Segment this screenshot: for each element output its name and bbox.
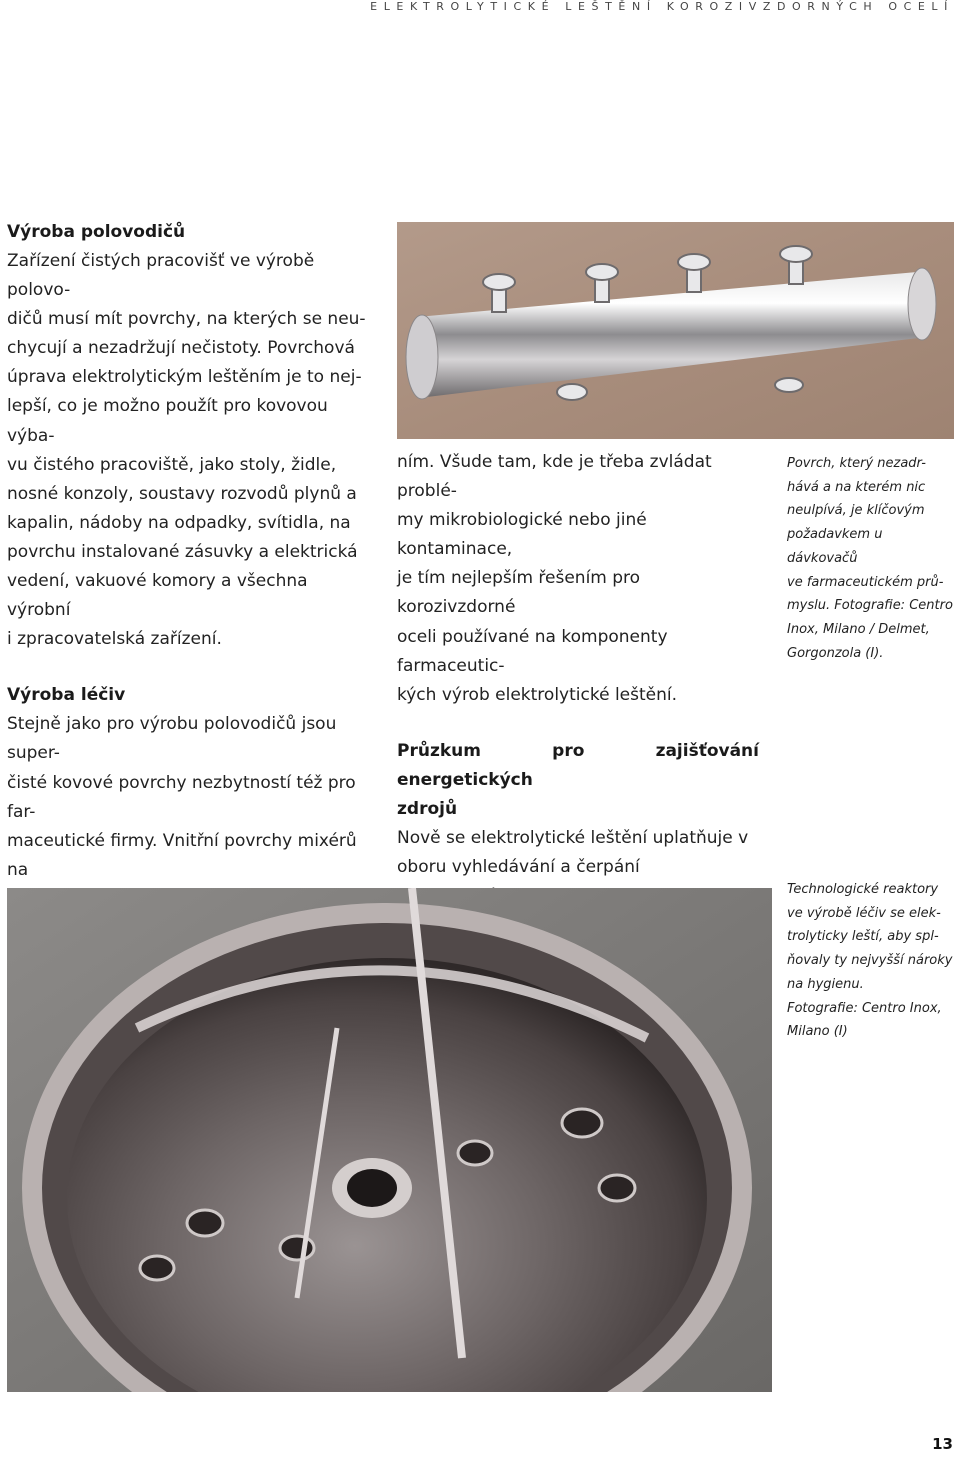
paragraph-pharma-continued [397, 448, 759, 710]
text-line: je tím nejlepším řešením pro korozivzdorné [397, 568, 641, 618]
text-line: Nově se elektrolytické leštění uplatňuje v [397, 827, 749, 848]
caption-line: ňovaly ty nejvyšší nároky [787, 953, 953, 969]
text-line: vedení, vakuové komory a všechna výrobní [7, 571, 308, 621]
text-line: dičů musí mít povrchy, na kterých se neu- [7, 309, 366, 330]
text-line: maceutické firmy. Vnitřní povrchy mixérů na [7, 830, 357, 880]
caption-line: trolyticky leští, aby spl- [787, 929, 939, 945]
heading-energy [397, 737, 759, 824]
text-line: chycují a nezadržují nečistoty. Povrchová [7, 338, 355, 359]
text-line: nosné konzoly, soustavy rozvodů plynů a [7, 483, 357, 504]
caption-line: Fotografie: Centro Inox, [787, 1000, 942, 1016]
page-number: 13 [932, 1435, 953, 1453]
text-line: kapalin, nádoby na odpadky, svítidla, na [7, 512, 351, 533]
caption-line: Technologické reaktory [787, 882, 939, 897]
text-line: i zpracovatelská zařízení. [7, 629, 222, 650]
running-header: ELEKTROLYTICKÉ LEŠTĚNÍ KOROZIVZDORNÝCH OCELÍ [370, 0, 954, 13]
text-line: Zařízení čistých pracovišť ve výrobě polovo- [7, 251, 315, 301]
photo-reactor [7, 888, 772, 1392]
text-line: povrchu instalované zásuvky a elektrická [7, 541, 358, 562]
caption-line: Milano (I) [787, 1024, 848, 1040]
text-line: kých výrob elektrolytické leštění. [397, 684, 678, 705]
caption-line: Povrch, který nezadr- [787, 456, 926, 471]
text-line: lepší, co je možno použít pro kovovou výba- [7, 396, 328, 446]
heading-pharma: Výroba léčiv [7, 685, 126, 706]
caption-line: Inox, Milano / Delmet, [787, 621, 930, 637]
caption-line: ve výrobě léčiv se elek- [787, 905, 941, 921]
caption-manifold [787, 452, 957, 665]
text-line: ním. Všude tam, kde je třeba zvládat problé- [397, 452, 712, 502]
caption-line: myslu. Fotografie: Centro [787, 598, 953, 614]
caption-line: hává a na kterém nic [787, 479, 926, 495]
caption-line: neulpívá, je klíčovým [787, 503, 925, 519]
text-line: oceli používané na komponenty farmaceutic- [397, 626, 668, 676]
photo-manifold [397, 222, 954, 439]
heading-line: zdrojů [397, 798, 458, 819]
text-line: úprava elektrolytickým leštěním je to nej- [7, 367, 362, 388]
text-line: vu čistého pracoviště, jako stoly, židle, [7, 454, 337, 475]
text-line: my mikrobiologické nebo jiné kontaminace, [397, 510, 647, 560]
caption-line: ve farmaceutickém prů- [787, 574, 944, 590]
text-line: oboru vyhledávání a čerpání [397, 856, 640, 877]
text-line: čisté kovové povrchy nezbytností též pro far- [7, 772, 356, 822]
caption-line: Gorgonzola (I). [787, 645, 884, 661]
caption-line: na hygienu. [787, 976, 864, 992]
spacer [7, 654, 369, 681]
spacer [397, 710, 759, 737]
heading-semiconductors: Výroba polovodičů [7, 222, 186, 242]
heading-line: Průzkum pro zajišťování energetických [397, 740, 759, 790]
paragraph-semiconductors [7, 247, 369, 654]
text-line: Stejně jako pro výrobu polovodičů jsou super- [7, 714, 337, 764]
caption-line: požadavkem u dávkovačů [787, 527, 883, 566]
caption-reactor [787, 878, 957, 1044]
